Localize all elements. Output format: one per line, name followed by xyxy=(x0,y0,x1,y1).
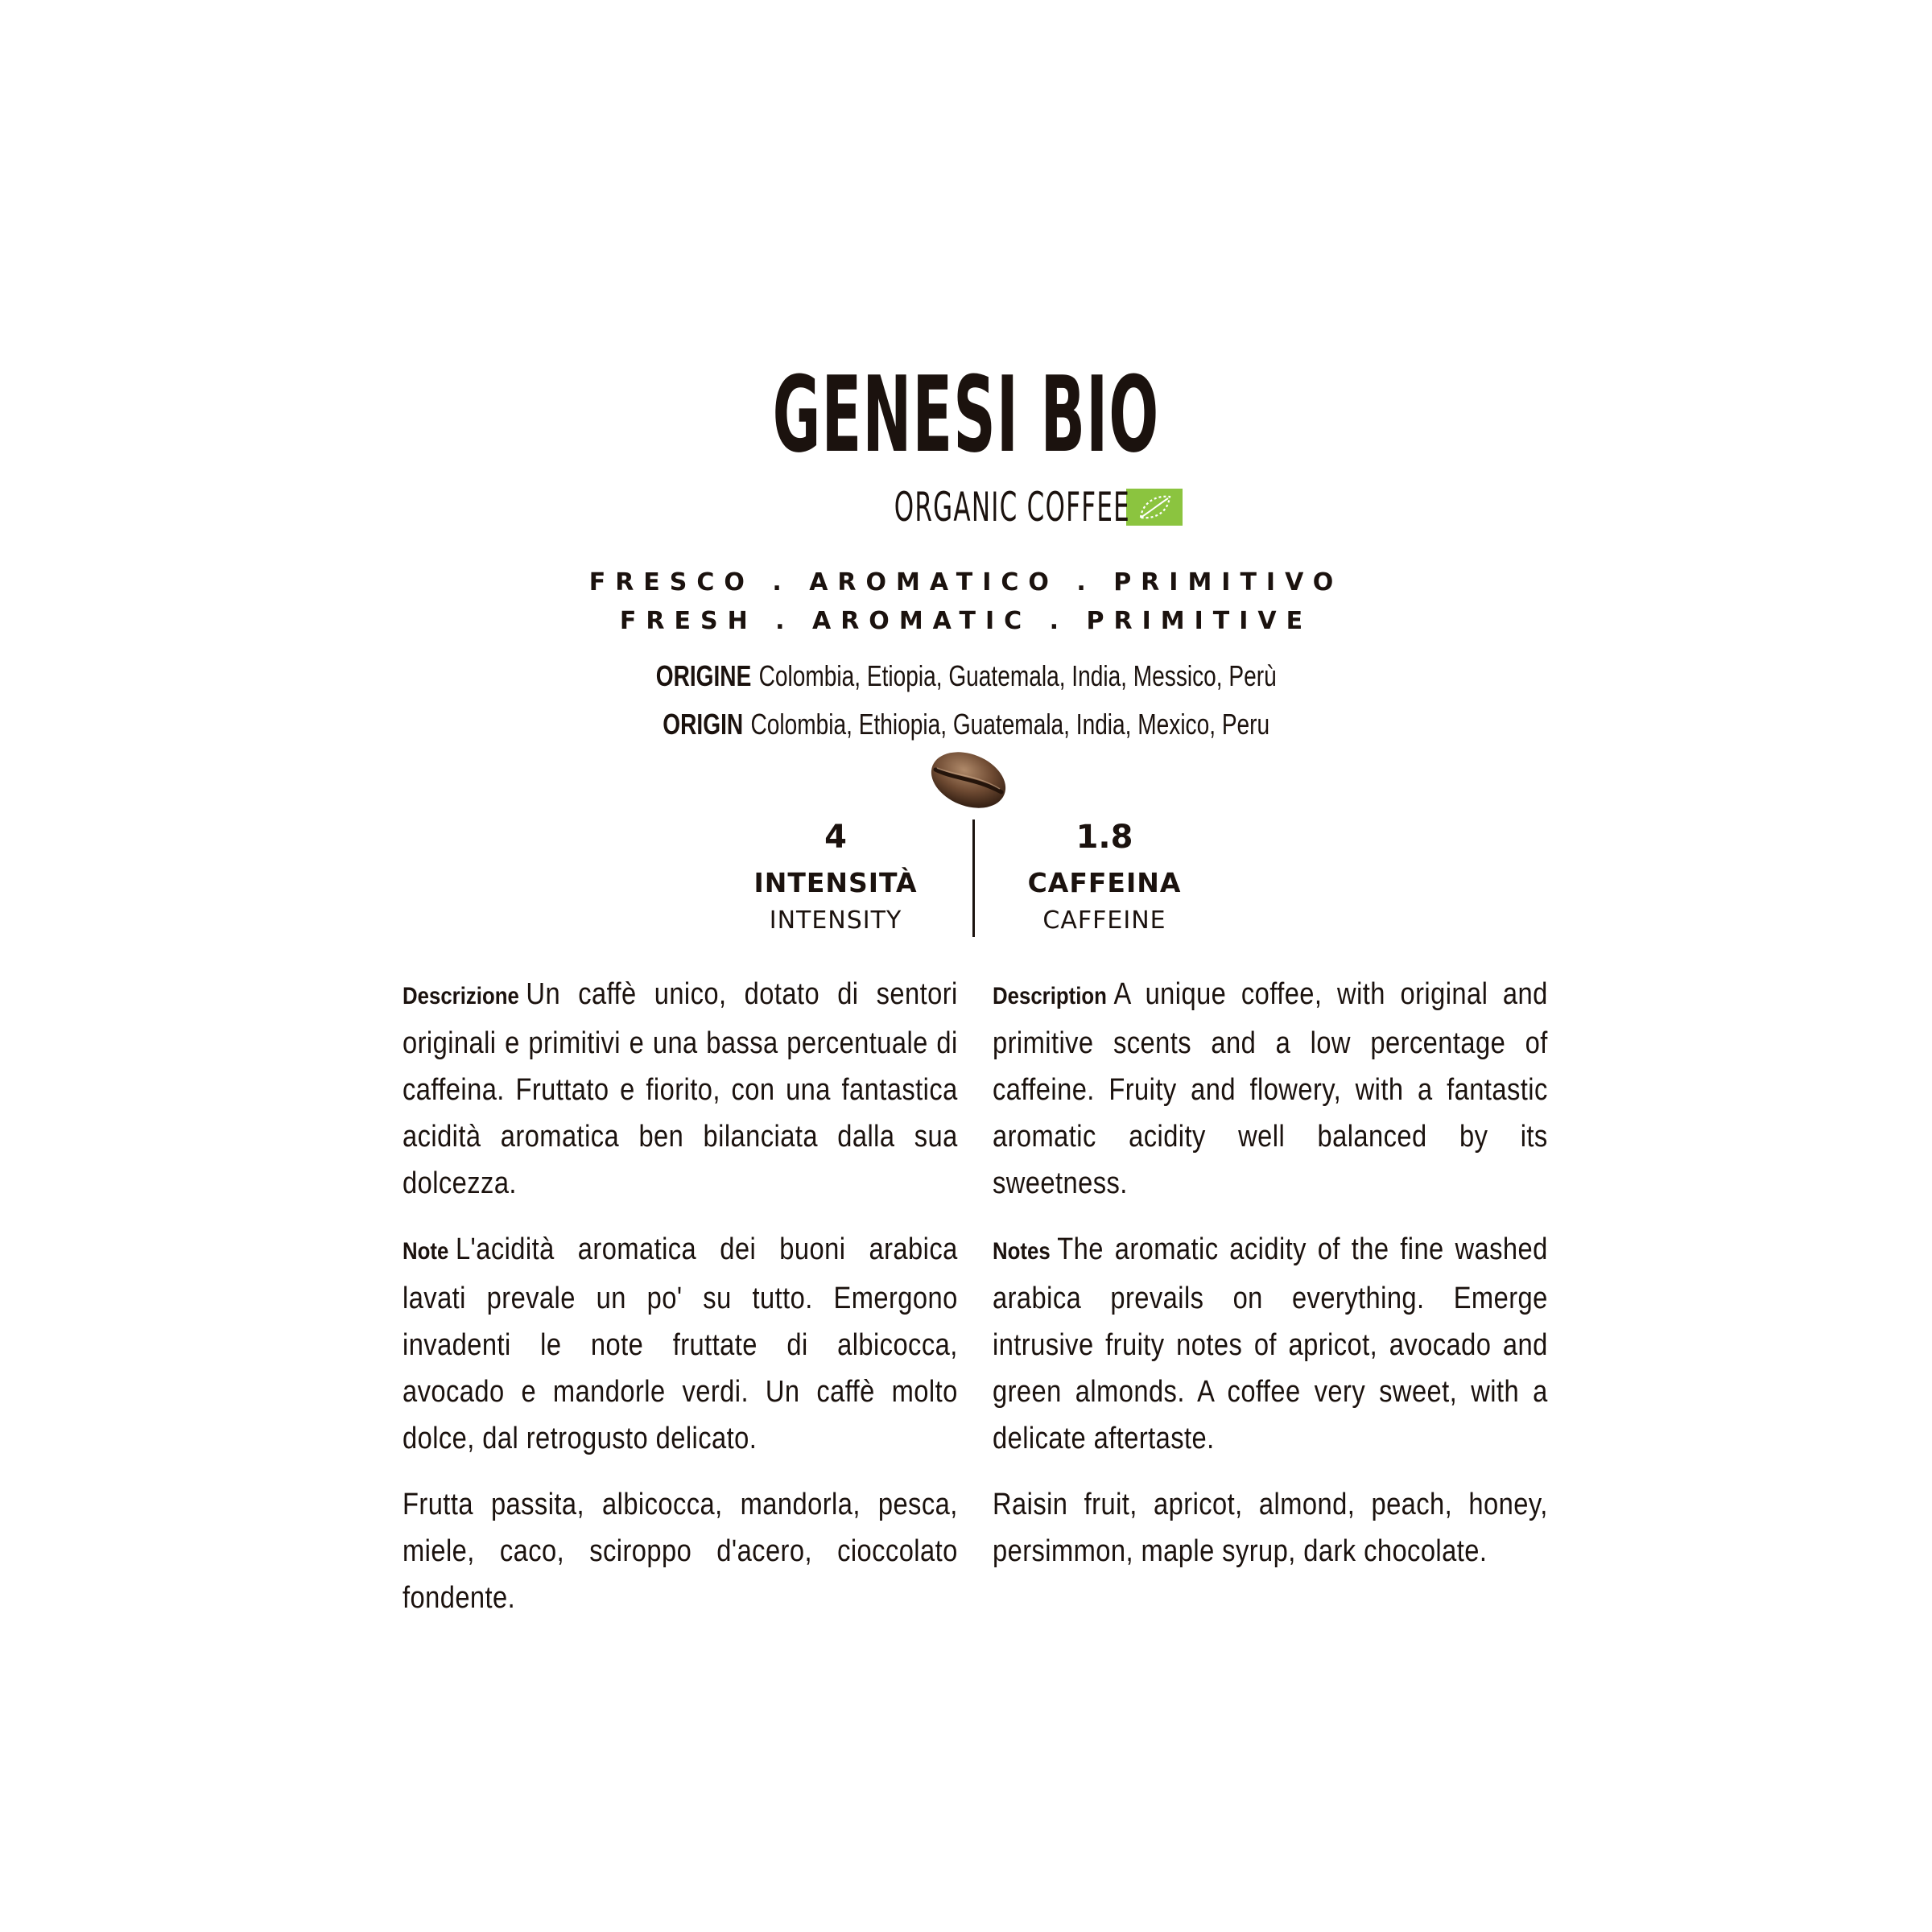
intensity-label-english: INTENSITY xyxy=(769,906,902,935)
italian-description xyxy=(402,971,958,1207)
subtitle-row xyxy=(0,483,1932,531)
caffeine-label-english: CAFFEINE xyxy=(1042,906,1166,935)
origin-english xyxy=(0,707,1932,742)
eu-organic-leaf-icon xyxy=(1126,489,1183,526)
caffeine-label-italian: CAFFEINA xyxy=(1027,867,1182,898)
italian-notes-text: L'acidità aromatica dei buoni arabica lavati prevale un po' su tutto. Emergono invadenti le note fruttate di albicocca, avocado e mandorle verdi. Un caffè molto dolce, dal retrogusto delicato. xyxy=(402,1232,958,1455)
product-subtitle: ORGANIC COFFEE xyxy=(894,484,1130,530)
intensity-value: 4 xyxy=(824,819,847,856)
english-description-text: A unique coffee, with original and primitive scents and a low percentage of caffeine. Fruity and flowery, with a fantastic aromatic acidity well balanced by its sweetness. xyxy=(993,977,1548,1200)
origin-label-english: ORIGIN xyxy=(663,708,743,741)
caffeine-value: 1.8 xyxy=(1075,819,1133,856)
intensity-label-italian: INTENSITÀ xyxy=(753,867,918,898)
italian-description-label: Descrizione xyxy=(402,983,519,1009)
italian-notes xyxy=(402,1226,958,1462)
origin-value-italian: Colombia, Etiopia, Guatemala, India, Messico, Perù xyxy=(758,659,1277,692)
english-flavors xyxy=(993,1481,1548,1575)
italian-notes-label: Note xyxy=(402,1238,449,1265)
origin-value-english: Colombia, Ethiopia, Guatemala, India, Mexico, Peru xyxy=(750,708,1269,741)
tagline-english: FRESH . AROMATIC . PRIMITIVE xyxy=(619,607,1313,635)
origin-label-italian: ORIGINE xyxy=(655,659,752,692)
english-flavors-text: Raisin fruit, apricot, almond, peach, honey, persimmon, maple syrup, dark chocolate. xyxy=(993,1488,1548,1568)
italian-flavors xyxy=(402,1481,958,1621)
english-description xyxy=(993,971,1548,1207)
coffee-bean-icon xyxy=(924,745,1013,815)
italian-description-text: Un caffè unico, dotato di sentori originali e primitivi e una bassa percentuale di caffeina. Fruttato e fiorito, con una fantastica acidità aromatica ben bilanciata dalla sua dolcezza. xyxy=(402,977,958,1200)
english-notes-label: Notes xyxy=(993,1238,1051,1265)
english-notes-text: The aromatic acidity of the fine washed arabica prevails on everything. Emerge intrusive fruity notes of apricot, avocado and green almonds. A coffee very sweet, with a delicate aftertaste. xyxy=(993,1232,1548,1455)
tagline-italian: FRESCO . AROMATICO . PRIMITIVO xyxy=(588,568,1344,597)
origin-italian xyxy=(0,658,1932,694)
english-description-label: Description xyxy=(993,983,1107,1009)
italian-flavors-text: Frutta passita, albicocca, mandorla, pesca, miele, caco, sciroppo d'acero, cioccolato fondente. xyxy=(402,1488,958,1615)
product-title: GENESI BIO xyxy=(772,353,1160,476)
english-notes xyxy=(993,1226,1548,1462)
